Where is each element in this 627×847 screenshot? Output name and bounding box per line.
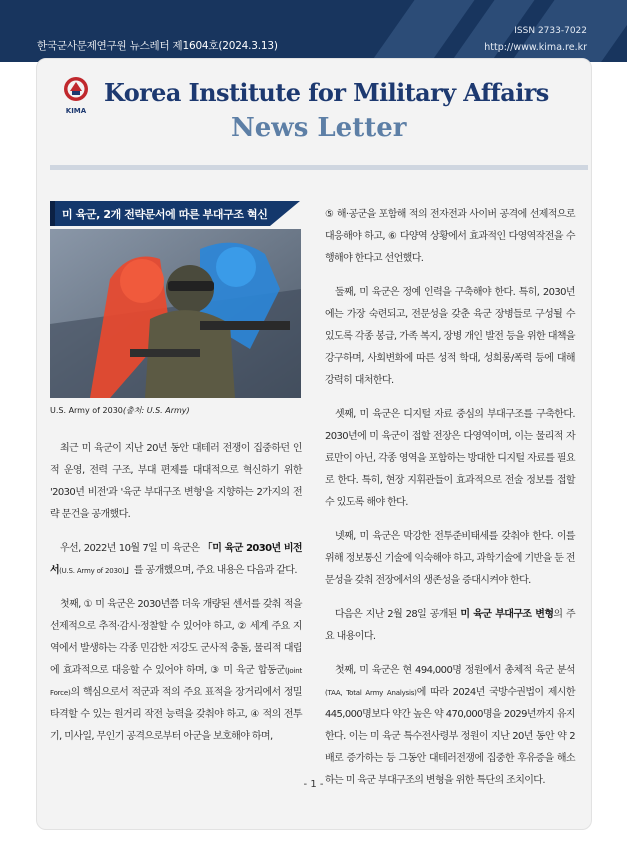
issn: ISSN 2733-7022 — [514, 26, 587, 36]
masthead-divider — [50, 165, 588, 170]
paragraph: 최근 미 육군이 지난 20년 동안 대테러 전쟁이 집중하던 인적 운영, 전력 구조, 부대 편제를 대대적으로 혁신하기 위한 '2030년 비전'과 '육군 부대구조 변형'을 지향하는 2가지의 전략 문건을 공개했다. — [50, 443, 302, 520]
article-heading: 미 육군, 2개 전략문서에 따른 부대구조 혁신 — [62, 208, 268, 221]
article-heading-banner — [50, 201, 300, 226]
paragraph: 첫째, ① 미 육군은 2030년쯤 더욱 개량된 센서를 갖춰 적을 선제적으로 추적·감시·정찰할 수 있어야 하고, ② 세계 주요 지역에서 발생하는 각종 민감한 저강도 군사적 충돌, 물리적 대립에 효과적으로 대응할 수 있어야 하며, ③ 미 육군 합동군(Joint Force)의 핵심으로서 적군과 적의 주요 표적을 장거리에서 정밀 타격할 수 있는 원거리 작전 능력을 갖춰야 하고, ④ 적의 전투기, 미사일, 무인기 공격으로부터 아군을 보호해야 하며, — [50, 599, 302, 742]
newsletter-title: News Letter — [231, 113, 407, 143]
paragraph: 첫째, 미 육군은 현 494,000명 정원에서 총체적 육군 분석(TAA, Total Army Analysis)에 따라 2024년 국방수권법이 제시한 445,000명보다 약간 높은 약 470,000명을 2029년까지 유지한다. 이는 미 육군 특수전사령부 정원이 지난 20년 동안 약 2배로 증가하는 등 그동안 대테러전쟁에 집중한 후유증을 해소하는 미 육군 부대구조의 변형을 위한 특단의 조치이다. — [325, 665, 575, 786]
kima-logo — [60, 74, 92, 116]
photo-caption — [50, 405, 190, 416]
org-name: Korea Institute for Military Affairs — [104, 78, 549, 107]
paragraph: 둘째, 미 육군은 정예 인력을 구축해야 한다. 특히, 2030년에는 가장 숙련되고, 전문성을 갖춘 육군 장병들로 구성될 수 있도록 각종 봉급, 가족 복지, 장병 개인 발전 등을 위한 대책을 강구하며, 사회변화에 따른 성적 학대, 성희롱/폭력 등에 대해 강력히 대처한다. — [325, 287, 575, 386]
article-column-right — [325, 204, 575, 804]
logo-text: KIMA — [65, 107, 87, 115]
paragraph: 셋째, 미 육군은 디지털 자료 중심의 부대구조를 구축한다. 2030년에 미 육군이 접할 전장은 다영역이며, 이는 물리적 자료만이 아닌, 각종 영역을 포함하는 방대한 디지털 자료를 필요로 한다. 특히, 현장 지휘관들이 효과적으로 전술 정보를 접할 수 있도록 해야 한다. — [325, 409, 575, 508]
website-link[interactable]: http://www.kima.re.kr — [484, 42, 587, 53]
page-number: - 1 - — [303, 779, 324, 790]
paragraph: 다음은 지난 2월 28일 공개된 미 육군 부대구조 변형의 주요 내용이다. — [325, 609, 576, 642]
caption-title: U.S. Army of 2030 — [50, 406, 123, 415]
paragraph: 우선, 2022년 10월 7일 미 육군은 「미 육군 2030년 비전서(U.S. Army of 2030)」를 공개했으며, 주요 내용은 다음과 같다. — [50, 543, 302, 576]
caption-source: (출처: U.S. Army) — [122, 406, 190, 415]
article-photo — [50, 229, 301, 398]
paragraph: ⑤ 해·공군을 포함해 적의 전자전과 사이버 공격에 선제적으로 대응해야 하고, ⑥ 다양역 상황에서 효과적인 다영역작전을 수행해야 한다고 선언했다. — [325, 209, 575, 264]
paragraph: 넷째, 미 육군은 막강한 전투준비태세를 갖춰야 한다. 이를 위해 정보통신 기술에 익숙해야 하고, 과학기술에 기반을 둔 전문성을 갖춰 전장에서의 생존성을 증대시켜야 한다. — [325, 531, 575, 586]
article-column-left — [50, 438, 302, 760]
newsletter-issue: 한국군사문제연구원 뉴스레터 제1604호(2024.3.13) — [37, 40, 278, 52]
